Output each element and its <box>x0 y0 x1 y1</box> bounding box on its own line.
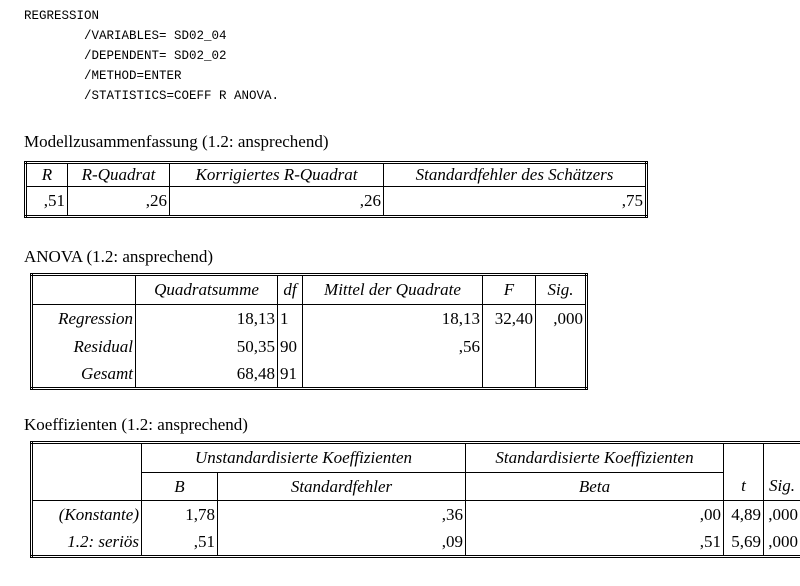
column-header: Quadratsumme <box>136 275 278 305</box>
row-label: Gesamt <box>32 361 136 389</box>
table-cell: ,26 <box>170 187 384 217</box>
table-cell: 1,78 <box>142 501 218 529</box>
table-cell: 32,40 <box>483 305 536 333</box>
column-header: R-Quadrat <box>68 163 170 187</box>
syntax-line: /STATISTICS=COEFF R ANOVA. <box>24 89 280 103</box>
row-label: (Konstante) <box>32 501 142 529</box>
table-header-row <box>32 473 800 501</box>
model-summary-table <box>24 161 648 218</box>
column-header: F <box>483 275 536 305</box>
table-row <box>32 361 587 389</box>
table-cell: ,000 <box>764 501 800 529</box>
table-cell <box>536 333 587 361</box>
column-header <box>764 443 800 473</box>
group-header: Unstandardisierte Koeffizienten <box>142 443 466 473</box>
table-cell: ,51 <box>466 529 724 557</box>
table-cell: 1 <box>278 305 303 333</box>
table-row <box>32 501 800 529</box>
table-cell <box>483 333 536 361</box>
table-cell: ,00 <box>466 501 724 529</box>
model-summary-title: Modellzusammenfassung (1.2: ansprechend) <box>24 132 329 151</box>
table-cell: 18,13 <box>303 305 483 333</box>
column-header: Korrigiertes R-Quadrat <box>170 163 384 187</box>
table-cell: ,09 <box>218 529 466 557</box>
table-cell: 4,89 <box>724 501 764 529</box>
table-cell: 18,13 <box>136 305 278 333</box>
column-header <box>32 473 142 501</box>
table-cell: ,000 <box>764 529 800 557</box>
table-cell: ,36 <box>218 501 466 529</box>
column-header: Standardfehler <box>218 473 466 501</box>
table-cell: ,26 <box>68 187 170 217</box>
coefficients-title: Koeffizienten (1.2: ansprechend) <box>24 415 248 434</box>
column-header: Sig. <box>536 275 587 305</box>
table-cell: ,56 <box>303 333 483 361</box>
column-header: Mittel der Quadrate <box>303 275 483 305</box>
table-cell: 90 <box>278 333 303 361</box>
table-cell <box>303 361 483 389</box>
table-cell: 91 <box>278 361 303 389</box>
column-header <box>32 443 142 473</box>
table-cell: 5,69 <box>724 529 764 557</box>
table-cell: ,75 <box>384 187 647 217</box>
syntax-block <box>24 6 279 106</box>
table-row <box>32 529 800 557</box>
group-header: Standardisierte Koeffizienten <box>466 443 724 473</box>
table-cell <box>536 361 587 389</box>
column-header: B <box>142 473 218 501</box>
row-label: Residual <box>32 333 136 361</box>
table-row <box>32 333 587 361</box>
syntax-line: /DEPENDENT= SD02_02 <box>24 49 227 63</box>
table-header-row <box>32 443 800 473</box>
anova-table <box>30 273 588 390</box>
row-label: Regression <box>32 305 136 333</box>
table-header-row <box>32 275 587 305</box>
column-header: t <box>724 473 764 501</box>
column-header: Standardfehler des Schätzers <box>384 163 647 187</box>
table-cell: ,000 <box>536 305 587 333</box>
column-header: Beta <box>466 473 724 501</box>
row-label: 1.2: seriös <box>32 529 142 557</box>
syntax-line: /METHOD=ENTER <box>24 69 182 83</box>
table-cell: 68,48 <box>136 361 278 389</box>
syntax-line: /VARIABLES= SD02_04 <box>24 29 227 43</box>
column-header: df <box>278 275 303 305</box>
table-cell: 50,35 <box>136 333 278 361</box>
table-cell: ,51 <box>142 529 218 557</box>
coefficients-table <box>30 441 800 558</box>
syntax-line: REGRESSION <box>24 9 100 23</box>
anova-title: ANOVA (1.2: ansprechend) <box>24 247 214 266</box>
column-header <box>32 275 136 305</box>
table-cell: ,51 <box>26 187 68 217</box>
table-row <box>26 187 647 217</box>
column-header: R <box>26 163 68 187</box>
column-header: Sig. <box>764 473 800 501</box>
table-cell <box>483 361 536 389</box>
table-header-row <box>26 163 647 187</box>
column-header <box>724 443 764 473</box>
table-row <box>32 305 587 333</box>
